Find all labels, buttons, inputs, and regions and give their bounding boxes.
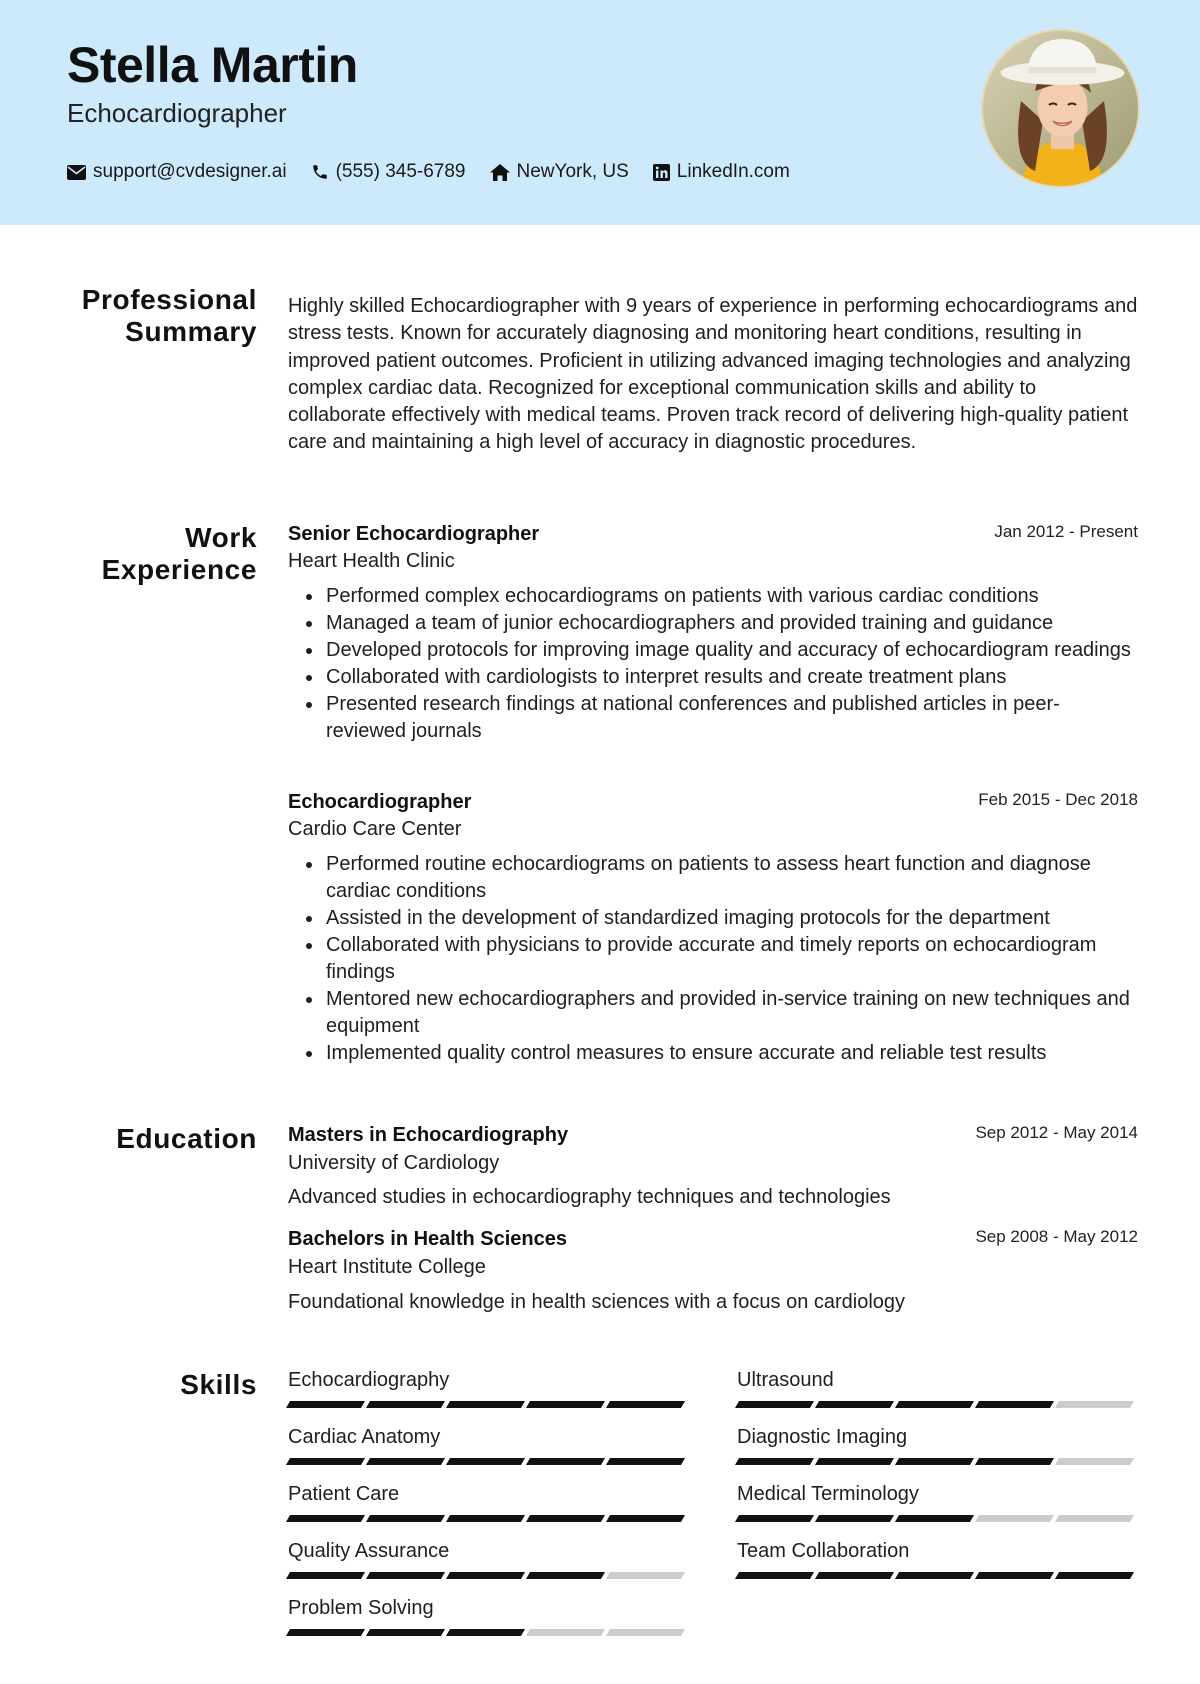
skill-segment-filled xyxy=(735,1401,814,1408)
skill-segment-filled xyxy=(895,1515,974,1522)
skill-name: Problem Solving xyxy=(288,1597,434,1619)
skill-item xyxy=(288,1483,688,1522)
section-title-summary: Professional Summary xyxy=(81,284,257,347)
skill-segment-filled xyxy=(446,1458,525,1465)
contact-location xyxy=(490,161,629,183)
skill-segment-filled xyxy=(526,1515,605,1522)
degree-title: Masters in Echocardiography xyxy=(288,1124,569,1146)
skill-segment-filled xyxy=(735,1458,814,1465)
school-name: Heart Institute College xyxy=(288,1256,486,1278)
skill-segment-filled xyxy=(735,1572,814,1579)
candidate-title: Echocardiographer xyxy=(67,98,287,128)
skill-segment-filled xyxy=(526,1401,605,1408)
skill-level-bar xyxy=(288,1572,688,1579)
section-title-education: Education xyxy=(116,1123,257,1154)
skill-segment-empty xyxy=(975,1515,1054,1522)
section-title-experience: Work Experience xyxy=(101,522,257,585)
candidate-name: Stella Martin xyxy=(67,37,358,93)
skill-name: Echocardiography xyxy=(288,1369,450,1391)
skill-name: Patient Care xyxy=(288,1483,400,1505)
linkedin-icon xyxy=(653,164,670,181)
skill-name: Cardiac Anatomy xyxy=(288,1426,441,1448)
summary-text: Highly skilled Echocardiographer with 9 years of experience in performing echocardiograms and stress tests. Known for accurately diagnosing and monitoring heart conditions, resulting in improved patient outcomes. Proficient in utilizing advanced imaging technologies and analyzing complex cardiac data. Recognized for exceptional communication skills and ability to collaborate effectively with medical teams. Proven track record of delivering high-quality patient care and maintaining a high level of accuracy in diagnostic procedures. xyxy=(288,295,1138,454)
skill-segment-filled xyxy=(366,1515,445,1522)
skill-segment-filled xyxy=(526,1458,605,1465)
skill-segment-filled xyxy=(815,1572,894,1579)
degree-dates: Sep 2012 - May 2014 xyxy=(975,1123,1138,1142)
skill-level-bar xyxy=(288,1629,688,1636)
skill-level-bar xyxy=(288,1401,688,1408)
skill-item xyxy=(288,1369,688,1408)
skill-segment-filled xyxy=(895,1458,974,1465)
skill-segment-filled xyxy=(975,1458,1054,1465)
degree-title: Bachelors in Health Sciences xyxy=(288,1228,568,1250)
skill-segment-empty xyxy=(606,1572,685,1579)
job-dates: Jan 2012 - Present xyxy=(994,522,1138,541)
contact-email[interactable] xyxy=(67,161,287,183)
list-item: Collaborated with physicians to provide accurate and timely reports on echocardiogram findings xyxy=(288,932,1138,986)
skill-segment-empty xyxy=(1055,1515,1134,1522)
skill-item xyxy=(737,1426,1137,1465)
skill-item xyxy=(737,1369,1137,1408)
list-item: Performed routine echocardiograms on patients to assess heart function and diagnose cardiac conditions xyxy=(288,851,1138,905)
skill-segment-filled xyxy=(606,1401,685,1408)
section-title-skills: Skills xyxy=(180,1369,257,1400)
skill-segment-filled xyxy=(286,1401,365,1408)
skill-segment-filled xyxy=(286,1572,365,1579)
skill-name: Ultrasound xyxy=(737,1369,834,1391)
skill-level-bar xyxy=(737,1515,1137,1522)
job-company: Heart Health Clinic xyxy=(288,550,455,572)
school-name: University of Cardiology xyxy=(288,1152,500,1174)
skill-segment-filled xyxy=(446,1572,525,1579)
job-title: Echocardiographer xyxy=(288,791,472,813)
skill-segment-filled xyxy=(735,1515,814,1522)
skill-segment-empty xyxy=(606,1629,685,1636)
skill-item xyxy=(288,1426,688,1465)
skill-segment-empty xyxy=(1055,1458,1134,1465)
location-text: NewYork, US xyxy=(516,161,629,182)
skill-segment-filled xyxy=(975,1572,1054,1579)
list-item: Collaborated with cardiologists to interpret results and create treatment plans xyxy=(288,664,1138,691)
list-item: Mentored new echocardiographers and provided in-service training on new techniques and equipment xyxy=(288,986,1138,1040)
header-banner xyxy=(0,0,1200,225)
list-item: Assisted in the development of standardized imaging protocols for the department xyxy=(288,905,1138,932)
linkedin-text: LinkedIn.com xyxy=(676,161,790,182)
home-icon xyxy=(490,164,510,181)
skill-name: Diagnostic Imaging xyxy=(737,1426,908,1448)
phone-icon xyxy=(311,163,329,181)
list-item: Managed a team of junior echocardiographers and provided training and guidance xyxy=(288,610,1138,637)
skill-name: Team Collaboration xyxy=(737,1540,910,1562)
skill-segment-filled xyxy=(446,1401,525,1408)
skill-segment-filled xyxy=(815,1401,894,1408)
email-text: support@cvdesigner.ai xyxy=(93,161,287,182)
contact-phone[interactable] xyxy=(311,161,466,183)
skill-segment-filled xyxy=(366,1401,445,1408)
skill-level-bar xyxy=(288,1515,688,1522)
skill-segment-filled xyxy=(606,1515,685,1522)
contact-linkedin[interactable] xyxy=(653,161,790,183)
skill-segment-filled xyxy=(286,1629,365,1636)
skill-item xyxy=(288,1597,688,1636)
skill-segment-empty xyxy=(526,1629,605,1636)
skill-segment-filled xyxy=(895,1572,974,1579)
job-bullets xyxy=(288,583,1138,745)
job-company: Cardio Care Center xyxy=(288,818,462,840)
job-bullets xyxy=(288,851,1138,1067)
skill-segment-filled xyxy=(1055,1572,1134,1579)
profile-photo xyxy=(981,29,1140,188)
skill-level-bar xyxy=(288,1458,688,1465)
skill-level-bar xyxy=(737,1458,1137,1465)
list-item: Performed complex echocardiograms on patients with various cardiac conditions xyxy=(288,583,1138,610)
skill-segment-filled xyxy=(975,1401,1054,1408)
skill-segment-filled xyxy=(286,1515,365,1522)
skill-segment-filled xyxy=(446,1515,525,1522)
list-item: Implemented quality control measures to ensure accurate and reliable test results xyxy=(288,1040,1138,1067)
skill-level-bar xyxy=(737,1572,1137,1579)
skill-segment-filled xyxy=(446,1629,525,1636)
degree-dates: Sep 2008 - May 2012 xyxy=(975,1227,1138,1246)
skill-segment-filled xyxy=(366,1458,445,1465)
skill-segment-filled xyxy=(815,1458,894,1465)
skill-level-bar xyxy=(737,1401,1137,1408)
job-dates: Feb 2015 - Dec 2018 xyxy=(978,790,1138,809)
list-item: Developed protocols for improving image quality and accuracy of echocardiogram readings xyxy=(288,637,1138,664)
skill-segment-filled xyxy=(366,1572,445,1579)
skill-name: Quality Assurance xyxy=(288,1540,450,1562)
list-item: Presented research findings at national conferences and published articles in peer-reviewed journals xyxy=(288,691,1138,745)
skill-segment-filled xyxy=(815,1515,894,1522)
job-title: Senior Echocardiographer xyxy=(288,523,540,545)
skill-item xyxy=(288,1540,688,1579)
skill-segment-empty xyxy=(1055,1401,1134,1408)
skill-segment-filled xyxy=(286,1458,365,1465)
skill-segment-filled xyxy=(606,1458,685,1465)
skill-item xyxy=(737,1483,1137,1522)
envelope-icon xyxy=(67,165,86,180)
skill-segment-filled xyxy=(895,1401,974,1408)
phone-text: (555) 345-6789 xyxy=(335,161,466,182)
contact-list xyxy=(67,158,814,186)
skill-name: Medical Terminology xyxy=(737,1483,919,1505)
skill-segment-filled xyxy=(366,1629,445,1636)
degree-description: Foundational knowledge in health sciences with a focus on cardiology xyxy=(288,1291,906,1313)
degree-description: Advanced studies in echocardiography techniques and technologies xyxy=(288,1186,891,1208)
skill-segment-filled xyxy=(526,1572,605,1579)
skill-item xyxy=(737,1540,1137,1579)
